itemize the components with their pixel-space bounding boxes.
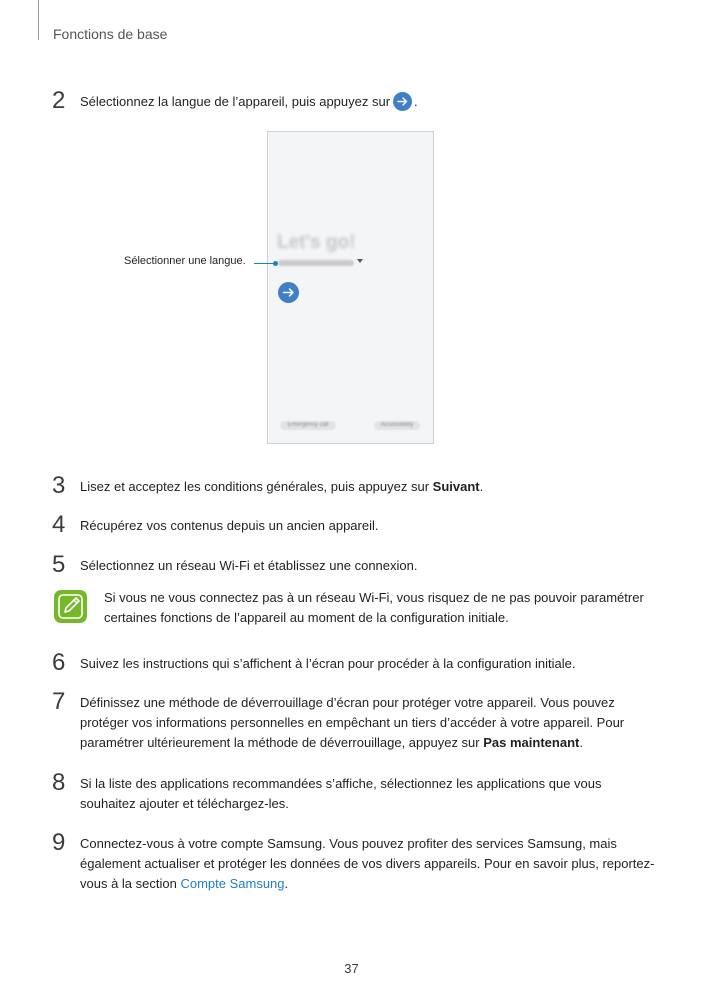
step-text: Récupérez vos contenus depuis un ancien appareil. xyxy=(80,518,379,533)
callout-dot xyxy=(273,261,278,266)
header-title: Fonctions de base xyxy=(53,26,168,42)
page-number: 37 xyxy=(344,961,359,976)
emergency-call-button[interactable]: Emergency call xyxy=(280,421,336,430)
step-text: Connectez-vous à votre compte Samsung. Vous pouvez profiter des services Samsung, mais également actualiser et protéger les données de vos divers appareils. Pour en savoir plus, reportez-vous à la section Compte Samsung. xyxy=(80,836,655,891)
dropdown-caret-icon xyxy=(357,259,363,263)
step-number: 5 xyxy=(52,551,66,578)
step-text: Sélectionnez la langue de l’appareil, puis appuyez sur . xyxy=(80,94,418,109)
step-number: 8 xyxy=(52,769,66,796)
next-button[interactable] xyxy=(278,282,299,303)
header-rule xyxy=(38,0,39,40)
note-text: Si vous ne vous connectez pas à un réseau Wi-Fi, vous risquez de ne pas pouvoir paramétrer certaines fonctions de l’appareil au moment de la configuration initiale. xyxy=(104,590,644,625)
step-number: 3 xyxy=(52,472,66,499)
step-number: 2 xyxy=(52,87,66,114)
step-text: Suivez les instructions qui s’affichent à l’écran pour procéder à la configuration initiale. xyxy=(80,656,576,671)
step-text: Sélectionnez un réseau Wi-Fi et établissez une connexion. xyxy=(80,558,418,573)
language-selector[interactable] xyxy=(278,260,354,266)
step-number: 7 xyxy=(52,688,66,715)
next-arrow-icon xyxy=(278,282,299,303)
accessibility-button[interactable]: Accessibility xyxy=(374,421,420,430)
step-number: 6 xyxy=(52,649,66,676)
note-pencil-icon xyxy=(54,590,87,623)
step-number: 4 xyxy=(52,511,66,538)
samsung-account-link[interactable]: Compte Samsung xyxy=(180,876,285,891)
screen-title: Let's go! xyxy=(277,232,356,253)
step-text: Si la liste des applications recommandées s’affiche, sélectionnez les applications que vous souhaitez ajouter et téléchargez-les. xyxy=(80,776,602,811)
phone-screenshot xyxy=(267,131,434,444)
step-text: Lisez et acceptez les conditions générales, puis appuyez sur Suivant. xyxy=(80,479,484,494)
step-number: 9 xyxy=(52,829,66,856)
callout-label: Sélectionner une langue. xyxy=(124,255,246,267)
next-arrow-icon xyxy=(393,92,412,111)
step-text: Définissez une méthode de déverrouillage d’écran pour protéger votre appareil. Vous pouvez protéger vos informations personnelles en empêchant un tiers d’accéder à votre appareil. Pour paramétrer ultérieurement la méthode de déverrouillage, appuyez sur Pas maintenant. xyxy=(80,695,625,750)
